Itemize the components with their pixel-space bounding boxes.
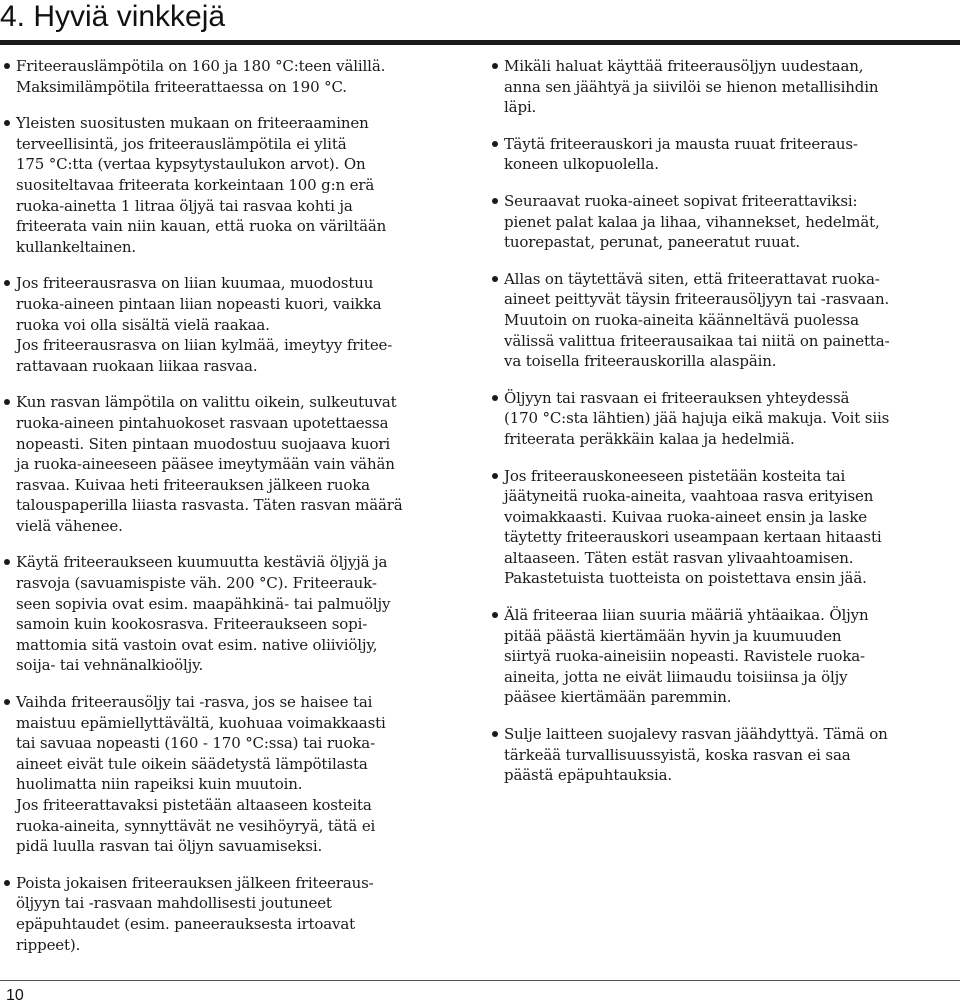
- bullet-icon: [492, 395, 498, 401]
- tip-text-line: Mikäli haluat käyttää friteerausöljyn uudestaan,: [504, 57, 864, 75]
- tip-text-line: nopeasti. Siten pintaan muodostuu suojaava kuori: [16, 434, 391, 453]
- bullet-icon: [4, 880, 10, 886]
- tip-text-line: kullankeltainen.: [16, 237, 137, 256]
- tip-item: [492, 134, 958, 175]
- tip-text-line: Friteerauslämpötila on 160 ja 180 °C:teen välillä.: [16, 57, 386, 75]
- tip-text-line: Jos friteerausrasva on liian kuumaa, muodostuu: [16, 274, 374, 293]
- tip-item: [4, 113, 480, 257]
- tip-text-line: Yleisten suositusten mukaan on friteeraaminen: [16, 114, 369, 133]
- tip-item: [4, 692, 480, 857]
- tip-text-line: välissä valittua friteerausaikaa tai niitä on painetta-: [504, 331, 890, 350]
- tip-text-line: altaaseen. Täten estät rasvan ylivaahtoamisen.: [504, 548, 854, 567]
- tip-text-line: Vaihda friteerausöljy tai -rasva, jos se haisee tai: [16, 693, 373, 712]
- bullet-icon: [492, 63, 498, 69]
- tip-text-line: öljyyn tai -rasvaan mahdollisesti joutuneet: [16, 894, 332, 913]
- tip-text-line: aineet eivät tule oikein säädetystä lämpötilasta: [16, 754, 368, 773]
- bullet-icon: [492, 141, 498, 147]
- tip-text-line: voimakkaasti. Kuivaa ruoka-aineet ensin ja laske: [504, 507, 867, 526]
- bullet-icon: [492, 612, 498, 618]
- bullet-icon: [4, 280, 10, 286]
- tip-text-line: mattomia sitä vastoin ovat esim. native oliiviöljy,: [16, 635, 378, 654]
- tip-text-line: Muutoin on ruoka-aineita käänneltävä puolessa: [504, 310, 859, 329]
- tip-text-line: vielä vähenee.: [16, 516, 123, 535]
- tip-text-line: Sulje laitteen suojalevy rasvan jäähdyttyä. Tämä on: [504, 725, 888, 744]
- tip-text-line: rasvaa. Kuivaa heti friteerauksen jälkeen ruoka: [16, 475, 370, 494]
- tip-item: [492, 388, 958, 450]
- tip-text-line: Poista jokaisen friteerauksen jälkeen friteeraus-: [16, 873, 374, 892]
- tip-text-line: aineet peittyvät täysin friteerausöljyyn tai -rasvaan.: [504, 290, 890, 309]
- bullet-icon: [492, 276, 498, 282]
- tip-text-line: epäpuhtaudet (esim. paneerauksesta irtoavat: [16, 914, 356, 933]
- tip-item: [4, 392, 480, 536]
- tip-text-line: suositeltavaa friteerata korkeintaan 100 g:n erä: [16, 175, 375, 194]
- tip-text-line: Jos friteerauskoneeseen pistetään kosteita tai: [504, 466, 846, 485]
- tip-text-line: va toisella friteerauskorilla alaspäin.: [504, 352, 777, 371]
- left-tips-column: [4, 56, 480, 971]
- bullet-icon: [4, 559, 10, 565]
- page-number: 10: [6, 987, 24, 1004]
- title-divider: [0, 40, 960, 45]
- tip-text-line: Kun rasvan lämpötila on valittu oikein, sulkeutuvat: [16, 393, 397, 412]
- bullet-icon: [4, 120, 10, 126]
- tip-text-line: jäätyneitä ruoka-aineita, vaahtoaa rasva erityisen: [504, 487, 874, 506]
- tip-text-line: samoin kuin kookosrasva. Friteeraukseen sopi-: [16, 615, 368, 634]
- tip-text-line: soija- tai vehnänalkioöljy.: [16, 656, 204, 675]
- tip-text-line: Jos friteerausrasva on liian kylmää, imeytyy fritee-: [16, 336, 393, 355]
- tip-text-line: päästä epäpuhtauksia.: [504, 766, 673, 785]
- tip-text-line: Käytä friteeraukseen kuumuutta kestäviä öljyjä ja: [16, 553, 388, 572]
- tip-text-line: 175 °C:tta (vertaa kypsytystaulukon arvot). On: [16, 155, 366, 174]
- tip-item: [4, 273, 480, 376]
- tip-text-line: ruoka-ainetta 1 litraa öljyä tai rasvaa kohti ja: [16, 196, 353, 215]
- tip-text-line: huolimatta niin rapeiksi kuin muutoin.: [16, 775, 303, 794]
- tip-text-line: Pakastetuista tuotteista on poistettava ensin jää.: [504, 569, 867, 588]
- tip-text-line: (170 °C:sta lähtien) jää hajuja eikä makuja. Voit siis: [504, 409, 890, 428]
- tip-text-line: ja ruoka-aineeseen pääsee imeytymään vain vähän: [16, 455, 395, 474]
- tip-text-line: ruoka-aineen pintaan liian nopeasti kuori, vaikka: [16, 294, 382, 313]
- bullet-icon: [492, 731, 498, 737]
- tip-text-line: tuorepastat, perunat, paneeratut ruuat.: [504, 233, 800, 252]
- bullet-icon: [492, 473, 498, 479]
- tip-text-line: pääsee kiertämään paremmin.: [504, 688, 732, 707]
- bullet-icon: [492, 198, 498, 204]
- tip-text-line: tärkeää turvallisuussyistä, koska rasvan ei saa: [504, 745, 851, 764]
- tip-item: [4, 56, 480, 97]
- bullet-icon: [4, 399, 10, 405]
- tip-text-line: ruoka-aineen pintahuokoset rasvaan upotettaessa: [16, 413, 389, 432]
- tip-text-line: rattavaan ruokaan liikaa rasvaa.: [16, 356, 258, 375]
- tip-text-line: maistuu epämiellyttävältä, kuohuaa voimakkaasti: [16, 713, 386, 732]
- tip-text-line: anna sen jäähtyä ja siivilöi se hienon metallisihdin: [504, 77, 879, 96]
- tip-text-line: seen sopivia ovat esim. maapähkinä- tai palmuöljy: [16, 594, 391, 613]
- tip-text-line: ruoka voi olla sisältä vielä raakaa.: [16, 315, 270, 334]
- tip-text-line: tai savuaa nopeasti (160 - 170 °C:ssa) tai ruoka-: [16, 734, 375, 753]
- tip-text-line: ruoka-aineita, synnyttävät ne vesihöyryä, tätä ei: [16, 816, 376, 835]
- bullet-icon: [4, 699, 10, 705]
- tip-text-line: läpi.: [504, 98, 537, 117]
- tip-item: [492, 605, 958, 708]
- tip-item: [492, 466, 958, 590]
- tip-text-line: Älä friteeraa liian suuria määriä yhtäaikaa. Öljyn: [504, 606, 869, 625]
- tip-text-line: Öljyyn tai rasvaan ei friteerauksen yhteydessä: [504, 388, 850, 407]
- footer-divider: [0, 980, 960, 981]
- tip-item: [4, 873, 480, 955]
- tip-text-line: täytetty friteerauskori useampaan kertaan hitaasti: [504, 528, 882, 547]
- tip-text-line: koneen ulkopuolella.: [504, 155, 659, 174]
- tip-item: [4, 552, 480, 676]
- tip-item: [492, 191, 958, 253]
- tip-text-line: Jos friteerattavaksi pistetään altaaseen kosteita: [16, 796, 372, 814]
- tip-text-line: Seuraavat ruoka-aineet sopivat friteerattaviksi:: [504, 191, 858, 210]
- page-title: 4. Hyviä vinkkejä: [0, 0, 226, 33]
- tip-item: [492, 56, 958, 118]
- tip-text-line: pitää päästä kiertämään hyvin ja kuumuuden: [504, 626, 842, 645]
- tip-text-line: friteerata vain niin kauan, että ruoka on väriltään: [16, 217, 387, 236]
- tip-text-line: friteerata peräkkäin kalaa ja hedelmiä.: [504, 429, 795, 448]
- tip-text-line: siirtyä ruoka-aineisiin nopeasti. Ravistele ruoka-: [504, 647, 865, 666]
- tip-text-line: terveellisintä, jos friteerauslämpötila ei ylitä: [16, 134, 347, 153]
- tip-text-line: pienet palat kalaa ja lihaa, vihannekset, hedelmät,: [504, 212, 880, 231]
- right-tips-column: [492, 56, 958, 802]
- tip-text-line: Allas on täytettävä siten, että friteerattavat ruoka-: [504, 269, 880, 288]
- tip-text-line: rasvoja (savuamispiste väh. 200 °C). Friteerauk-: [16, 574, 377, 593]
- tip-text-line: rippeet).: [16, 935, 81, 954]
- tip-text-line: aineita, jotta ne eivät liimaudu toisiinsa ja öljy: [504, 667, 848, 686]
- tip-text-line: pidä luulla rasvan tai öljyn savuamiseksi.: [16, 837, 323, 856]
- tip-item: [492, 724, 958, 786]
- tip-text-line: Maksimilämpötila friteerattaessa on 190 °C.: [16, 77, 347, 96]
- tip-text-line: Täytä friteerauskori ja mausta ruuat friteeraus-: [504, 134, 858, 153]
- tip-item: [492, 269, 958, 372]
- bullet-icon: [4, 63, 10, 69]
- tip-text-line: talouspaperilla liiasta rasvasta. Täten rasvan määrä: [16, 496, 403, 515]
